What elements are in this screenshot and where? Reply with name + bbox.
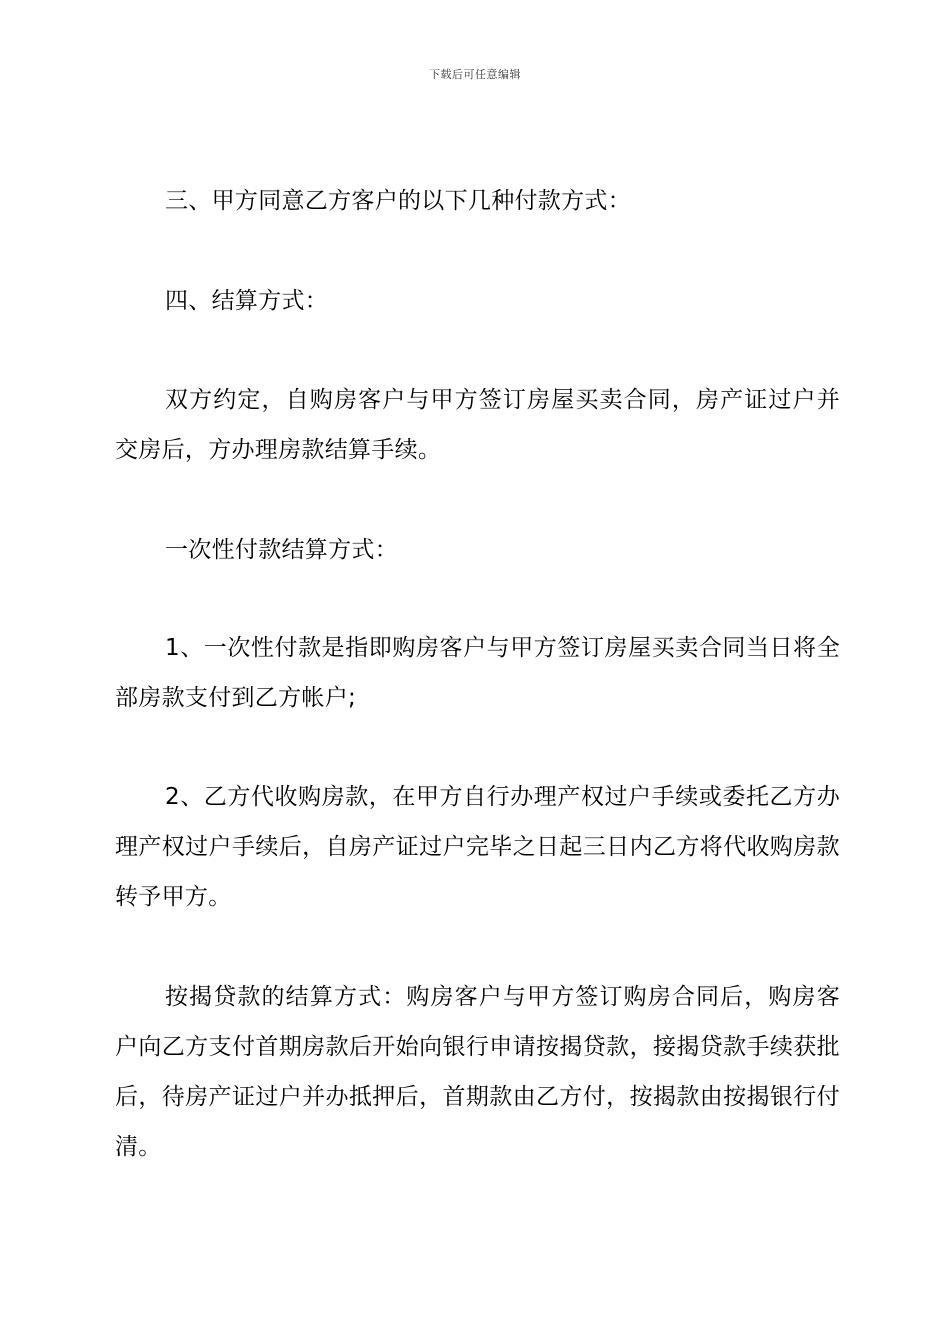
section-3-heading: 三、甲方同意乙方客户的以下几种付款方式： [165,188,631,214]
mortgage-settlement-paragraph: 按揭贷款的结算方式：购房客户与甲方签订购房合同后，购房客户向乙方支付首期房款后开始向银行申请按揭贷款，接揭贷款手续获批后，待房产证过户并办抵押后，首期款由乙方付，按揭款由按揭银行付清。 [115,984,840,1160]
settlement-agreement-paragraph: 双方约定，自购房客户与甲方签订房屋买卖合同，房产证过户并交房后，方办理房款结算手续。 [115,387,840,463]
lump-sum-item-2: 2、乙方代收购房款，在甲方自行办理产权过户手续或委托乙方办理产权过户手续后，自房产证过户完毕之日起三日内乙方将代收购房款转予甲方。 [115,784,840,910]
section-4-heading: 四、结算方式： [165,288,329,314]
page-header-note: 下载后可任意编辑 [429,68,521,81]
lump-sum-item-1: 1、一次性付款是指即购房客户与甲方签订房屋买卖合同当日将全部房款支付到乙方帐户; [115,635,840,711]
lump-sum-heading: 一次性付款结算方式： [165,537,398,563]
